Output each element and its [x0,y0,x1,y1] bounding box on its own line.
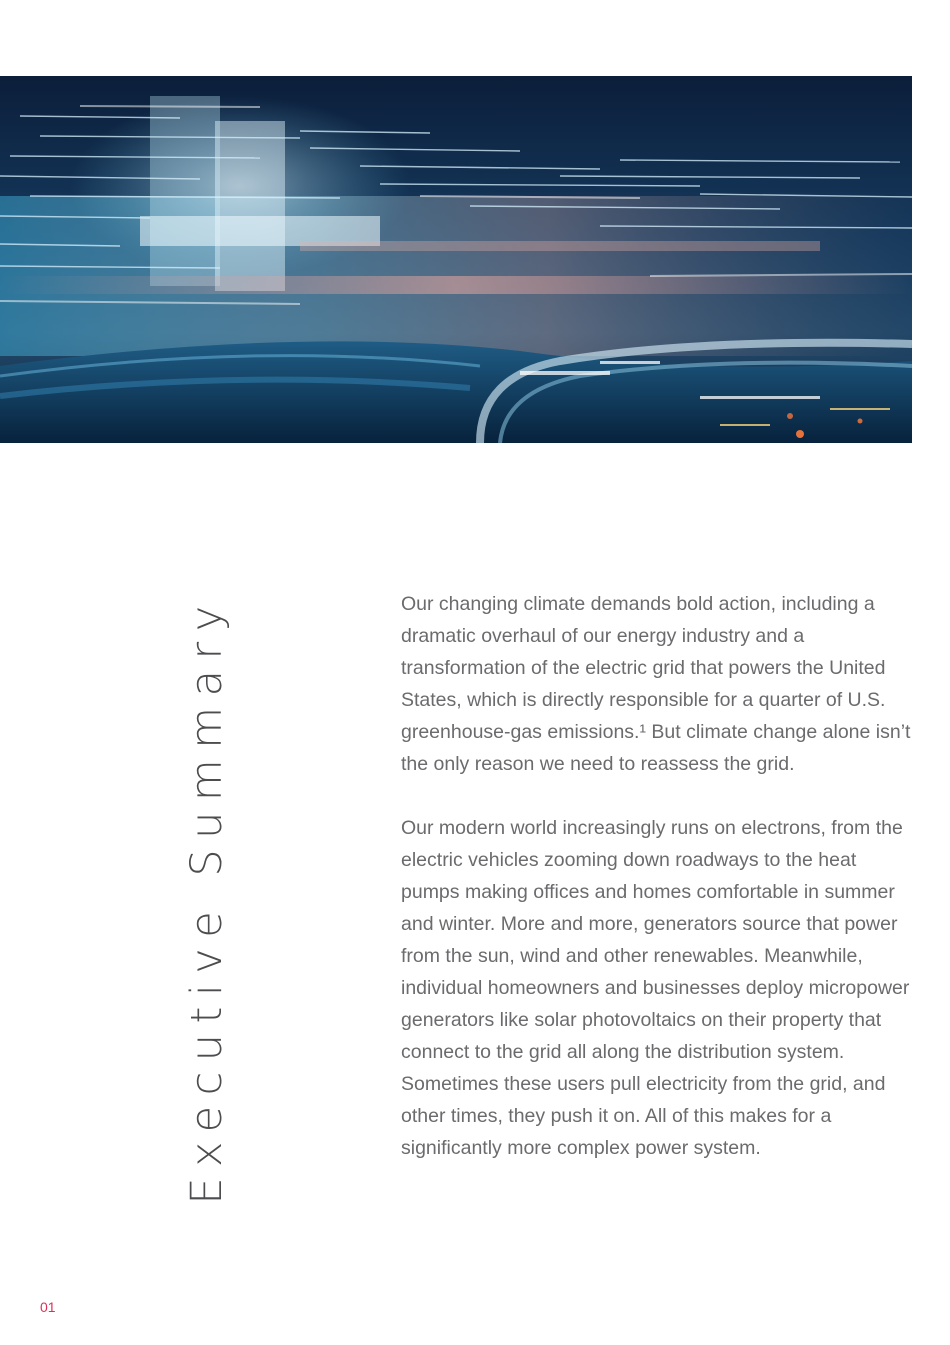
hero-image [0,76,912,443]
section-title: Executive Summary [182,595,232,1205]
paragraph-2: Our modern world increasingly runs on electrons, from the electric vehicles zooming down roadways to the heat pumps making offices and homes comfortable in summer and winter. More and more, generators source that power from the sun, wind and other renewables. Meanwhile, individual homeowners and businesses deploy micropower generators like solar photovoltaics on their property that connect to the grid all along the distribution system. Sometimes these users pull electricity from the grid, and other times, they push it on. All of this makes for a significantly more complex power system. [401,817,910,1159]
body-text [401,588,916,1196]
paragraph-1: Our changing climate demands bold action, including a dramatic overhaul of our energy industry and a transformation of the electric grid that powers the United States, which is directly responsible for a quarter of U.S. greenhouse-gas emissions.¹ But climate change alone isn’t the only reason we need to reassess the grid. [401,593,911,775]
page-number: 01 [40,1299,56,1315]
motion-blur-city-highway-photo [0,76,912,443]
